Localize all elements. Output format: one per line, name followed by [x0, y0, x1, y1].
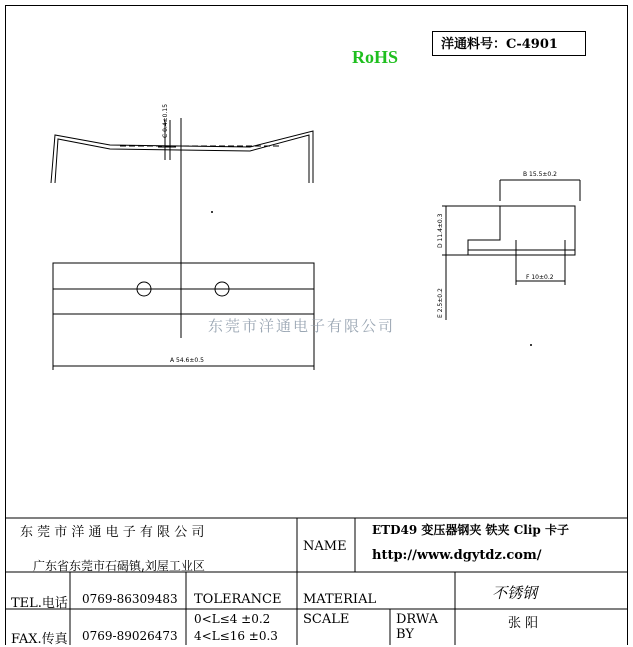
dim-d-label: D 11.4±0.3 [437, 213, 444, 248]
dim-e-label: E 2.5±0.2 [437, 288, 444, 318]
tel-label: TEL.电话 [11, 596, 68, 611]
dim-b-label: B 15.5±0.2 [523, 171, 557, 178]
tolerance-label: TOLERANCE [194, 592, 282, 607]
tolerance-range-2: 4<L≤16 ±0.3 [194, 629, 278, 643]
material-label: MATERIAL [303, 592, 377, 607]
dim-a-label: A 54.6±0.5 [170, 357, 204, 364]
product-name: ETD49 变压器钢夹 铁夹 Clip 卡子 [372, 523, 569, 537]
drawn-by-value: 张 阳 [508, 616, 539, 631]
dim-f-label: F 10±0.2 [526, 274, 554, 281]
company-name: 东 莞 市 洋 通 电 子 有 限 公 司 [20, 525, 205, 540]
rohs-mark: RoHS [352, 47, 399, 67]
fax-value: 0769-89026473 [82, 629, 178, 643]
marker-dot [530, 344, 532, 346]
company-address: 广东省东莞市石碣镇,刘屋工业区 [33, 559, 205, 573]
clip-side-view [51, 118, 313, 338]
tel-value: 0769-86309483 [82, 592, 178, 606]
drawn-by-label: DRWA BY [396, 612, 439, 642]
tolerance-range-1: 0<L≤4 ±0.2 [194, 612, 271, 626]
website-link[interactable]: http://www.dgytdz.com/ [372, 548, 542, 563]
part-number-box: 洋通料号：C-4901 [432, 31, 586, 56]
marker-dot [211, 211, 213, 213]
clip-end-view [442, 180, 580, 320]
name-label: NAME [303, 539, 347, 554]
dim-c-label: C 0.4±0.15 [162, 103, 169, 138]
fax-label: FAX.传真 [11, 632, 68, 647]
watermark: 东莞市洋通电子有限公司 [208, 317, 396, 335]
scale-label: SCALE [303, 612, 350, 627]
material-value: 不锈钢 [492, 584, 538, 602]
